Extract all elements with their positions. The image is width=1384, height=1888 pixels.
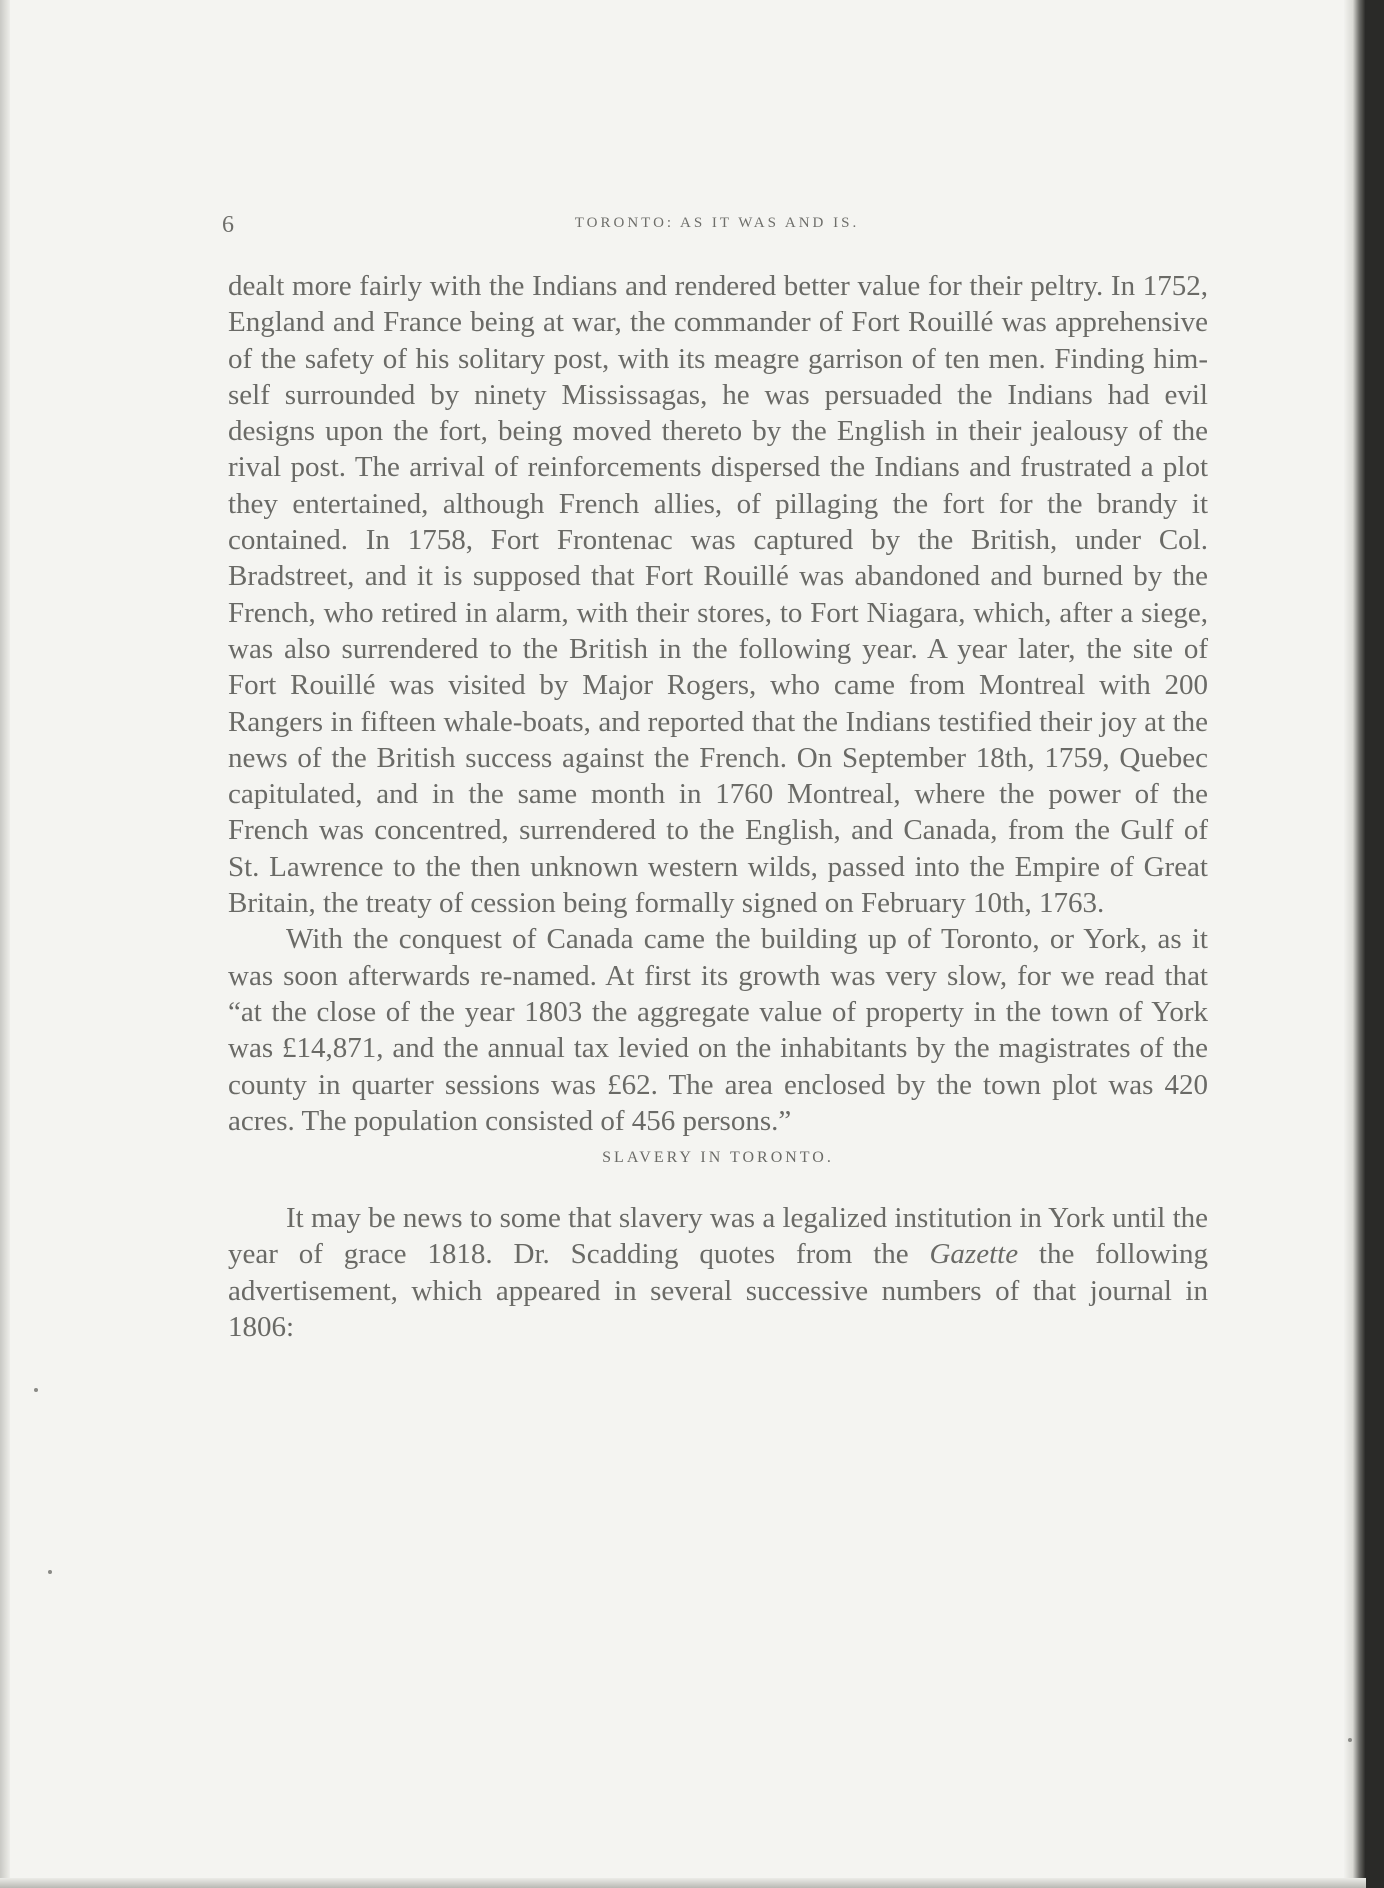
paragraph-slavery-start: It may be news to some that slavery was a legalized institution in York until the year of grace 1818. Dr. Scadding quotes from the bbox=[228, 1202, 1208, 1271]
section-heading: SLAVERY IN TORONTO. bbox=[602, 1149, 834, 1167]
body-text bbox=[228, 268, 1208, 1345]
paragraph-york-growth: With the conquest of Canada came the building up of Toronto, or York, as it was soon afterwards re-named. At first its growth was very slow, for we read that “at the close of the year 1803 the aggregate value of property in the town of York was £14,871, and the annual tax levied on the inhabitants by the magistrates of the county in quarter sessions was £62. The area enclosed by the town plot was 420 acres. The population consisted of 456 persons.” bbox=[228, 923, 1208, 1137]
paper-speck bbox=[34, 1388, 38, 1392]
paragraph-slavery bbox=[228, 1200, 1208, 1345]
gazette-title: Gazette bbox=[929, 1238, 1019, 1271]
paragraph-forts: dealt more fairly with the Indians and rendered better value for their peltry. In 1752, England and France being at war, the commander of Fort Rouillé was apprehensive of the safety of his solitary post, with its meagre garrison of ten men. Finding him-self surrounded by ninety Mississagas, he was persuaded the Indians had evil designs upon the fort, being moved thereto by the English in their jealousy of the rival post. The arrival of reinforcements dispersed the Indians and frustrated a plot they entertained, although French allies, of pillaging the fort for the brandy it contained. In 1758, Fort Frontenac was captured by the British, under Col. Bradstreet, and it is supposed that Fort Rouillé was abandoned and burned by the French, who retired in alarm, with their stores, to Fort Niagara, which, after a siege, was also surrendered to the British in the following year. A year later, the site of Fort Rouillé was visited by Major Rogers, who came from Montreal with 200 Rangers in fifteen whale-boats, and reported that the Indians testified their joy at the news of the British success against the French. On September 18th, 1759, Quebec capitulated, and in the same month in 1760 Montreal, where the power of the French was concentred, surrendered to the English, and Canada, from the Gulf of St. Lawrence to the then unknown western wilds, passed into the Empire of Great Britain, the treaty of cession being formally signed on February 10th, 1763. bbox=[228, 270, 1208, 920]
page-number: 6 bbox=[222, 212, 234, 238]
paragraph-slavery-end: the following advertisement, which appeared in several successive numbers of that journal in 1806: bbox=[228, 1238, 1208, 1344]
page-bottom-edge bbox=[0, 1878, 1366, 1888]
paper-speck bbox=[48, 1570, 52, 1574]
page-header bbox=[222, 212, 1212, 236]
page-gutter bbox=[0, 0, 10, 1888]
paper-speck bbox=[1348, 1738, 1352, 1742]
running-head: TORONTO: AS IT WAS AND IS. bbox=[574, 215, 860, 231]
page-edge bbox=[1344, 0, 1366, 1888]
